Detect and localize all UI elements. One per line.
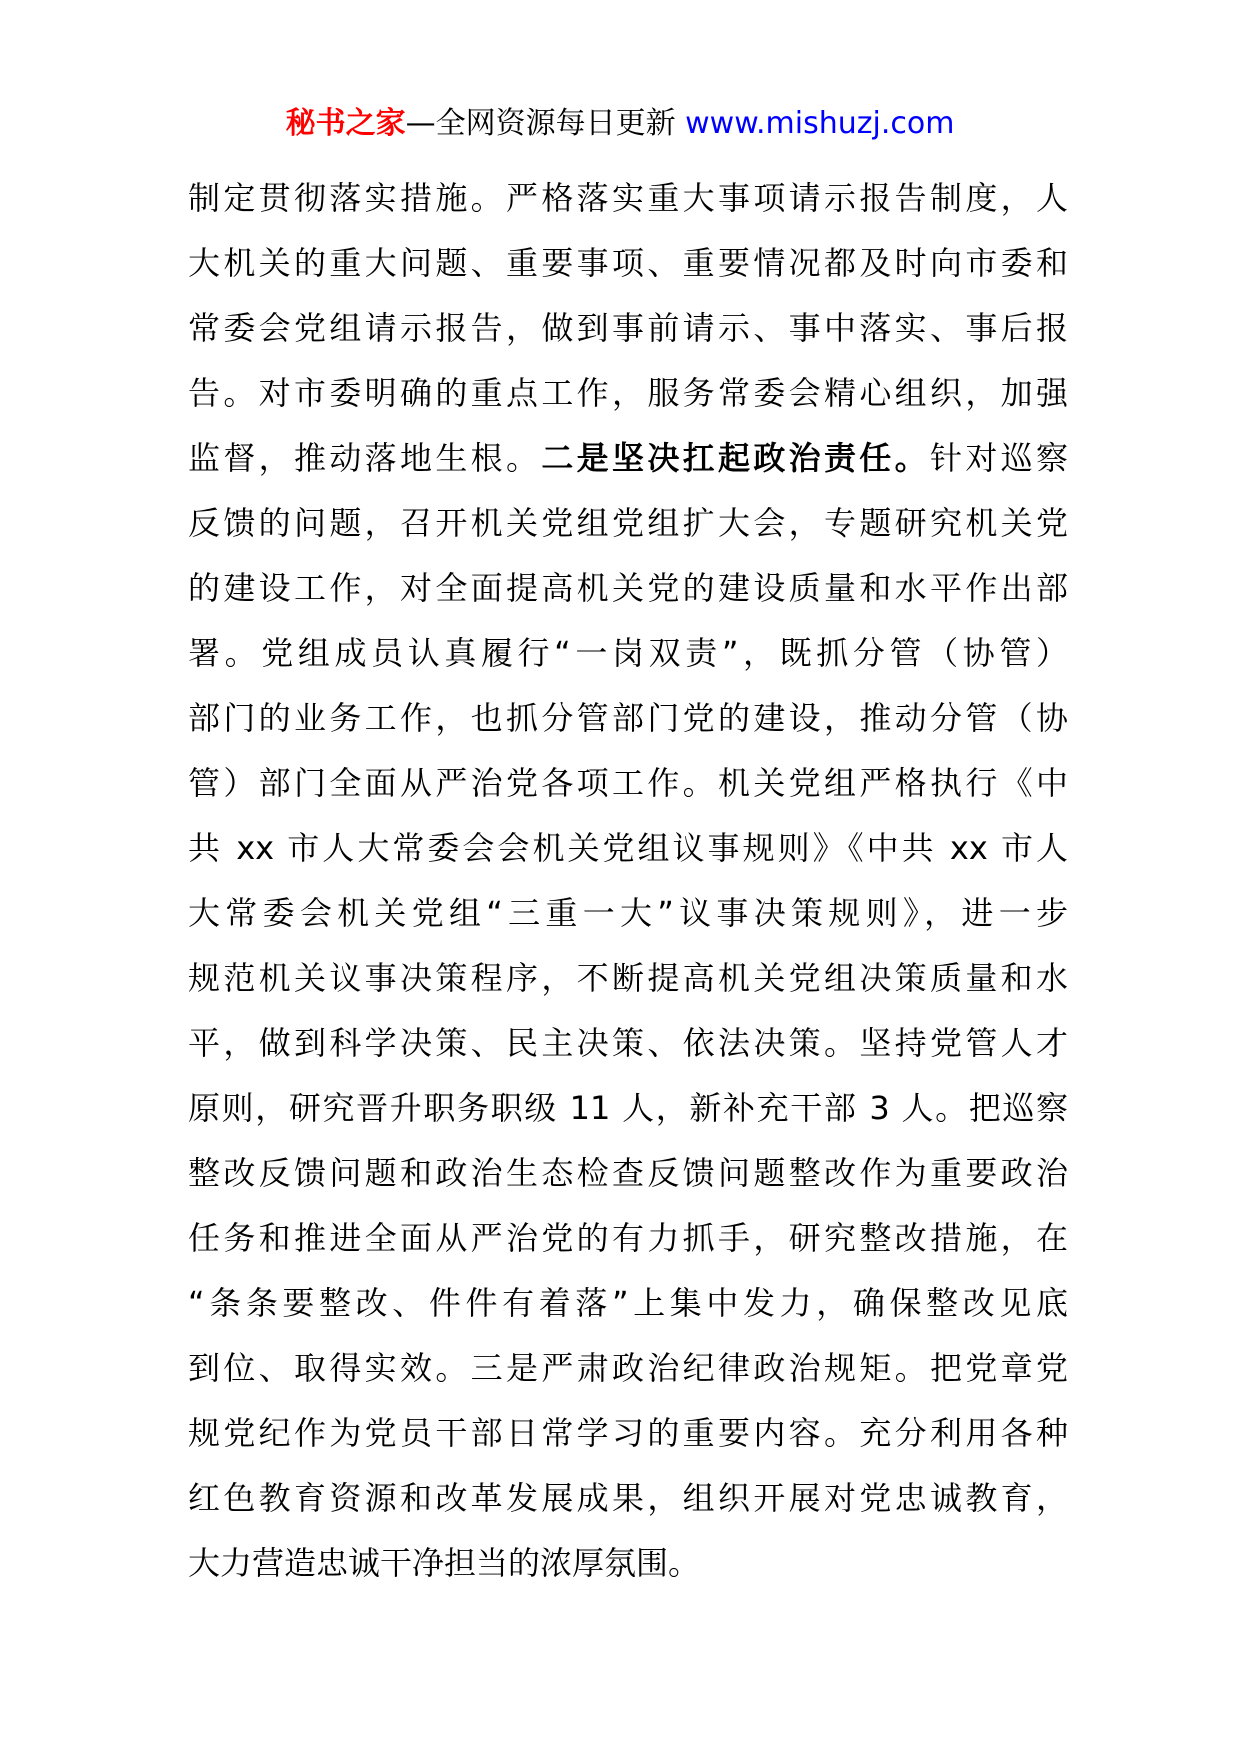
body-line: 的建设工作，对全面提高机关党的建设质量和水平作出部 xyxy=(188,569,1068,607)
body-line: 整改反馈问题和政治生态检查反馈问题整改作为重要政治 xyxy=(188,1154,1068,1192)
body-line: 大常委会机关党组“三重一大”议事决策规则》，进一步 xyxy=(188,894,1068,932)
body-line: 规范机关议事决策程序，不断提高机关党组决策质量和水 xyxy=(188,959,1068,997)
body-line-segment: 监督，推动落地生根。 xyxy=(188,439,542,477)
body-line: 大机关的重大问题、重要事项、重要情况都及时向市委和 xyxy=(188,244,1068,282)
body-line-last: 大力营造忠诚干净担当的浓厚氛围。 xyxy=(188,1544,701,1582)
body-line: 原则，研究晋升职务职级 11 人，新补充干部 3 人。把巡察 xyxy=(188,1089,1068,1127)
body-line: 常委会党组请示报告，做到事前请示、事中落实、事后报 xyxy=(188,309,1068,347)
header-brand: 秘书之家 xyxy=(285,106,406,141)
body-line: 管）部门全面从严治党各项工作。机关党组严格执行《中 xyxy=(188,764,1068,802)
body-line: 平，做到科学决策、民主决策、依法决策。坚持党管人才 xyxy=(188,1024,1068,1062)
section-heading-two: 二是坚决扛起政治责任。 xyxy=(541,439,930,477)
header-url-link[interactable]: www.mishuzj.com xyxy=(685,106,955,141)
body-line: 反馈的问题，召开机关党组党组扩大会，专题研究机关党 xyxy=(188,504,1068,542)
body-line: “条条要整改、件件有着落”上集中发力，确保整改见底 xyxy=(188,1284,1068,1322)
body-line: 共 xx 市人大常委会会机关党组议事规则》《中共 xx 市人 xyxy=(188,829,1068,867)
body-line-segment: 针对巡察 xyxy=(929,439,1068,477)
body-line: 到位、取得实效。三是严肃政治纪律政治规矩。把党章党 xyxy=(188,1349,1068,1387)
body-line: 告。对市委明确的重点工作，服务常委会精心组织，加强 xyxy=(188,374,1068,412)
body-line: 署。党组成员认真履行“一岗双责”，既抓分管（协管） xyxy=(188,634,1068,672)
body-line: 红色教育资源和改革发展成果，组织开展对党忠诚教育， xyxy=(188,1479,1068,1517)
header-tagline: —全网资源每日更新 xyxy=(405,106,676,141)
body-line: 部门的业务工作，也抓分管部门党的建设，推动分管（协 xyxy=(188,699,1068,737)
page-header xyxy=(0,104,1240,144)
body-line-with-heading xyxy=(188,426,1068,491)
document-body xyxy=(188,166,1068,1596)
body-line: 制定贯彻落实措施。严格落实重大事项请示报告制度，人 xyxy=(188,179,1068,217)
body-line: 任务和推进全面从严治党的有力抓手，研究整改措施，在 xyxy=(188,1219,1068,1257)
body-line: 规党纪作为党员干部日常学习的重要内容。充分利用各种 xyxy=(188,1414,1068,1452)
